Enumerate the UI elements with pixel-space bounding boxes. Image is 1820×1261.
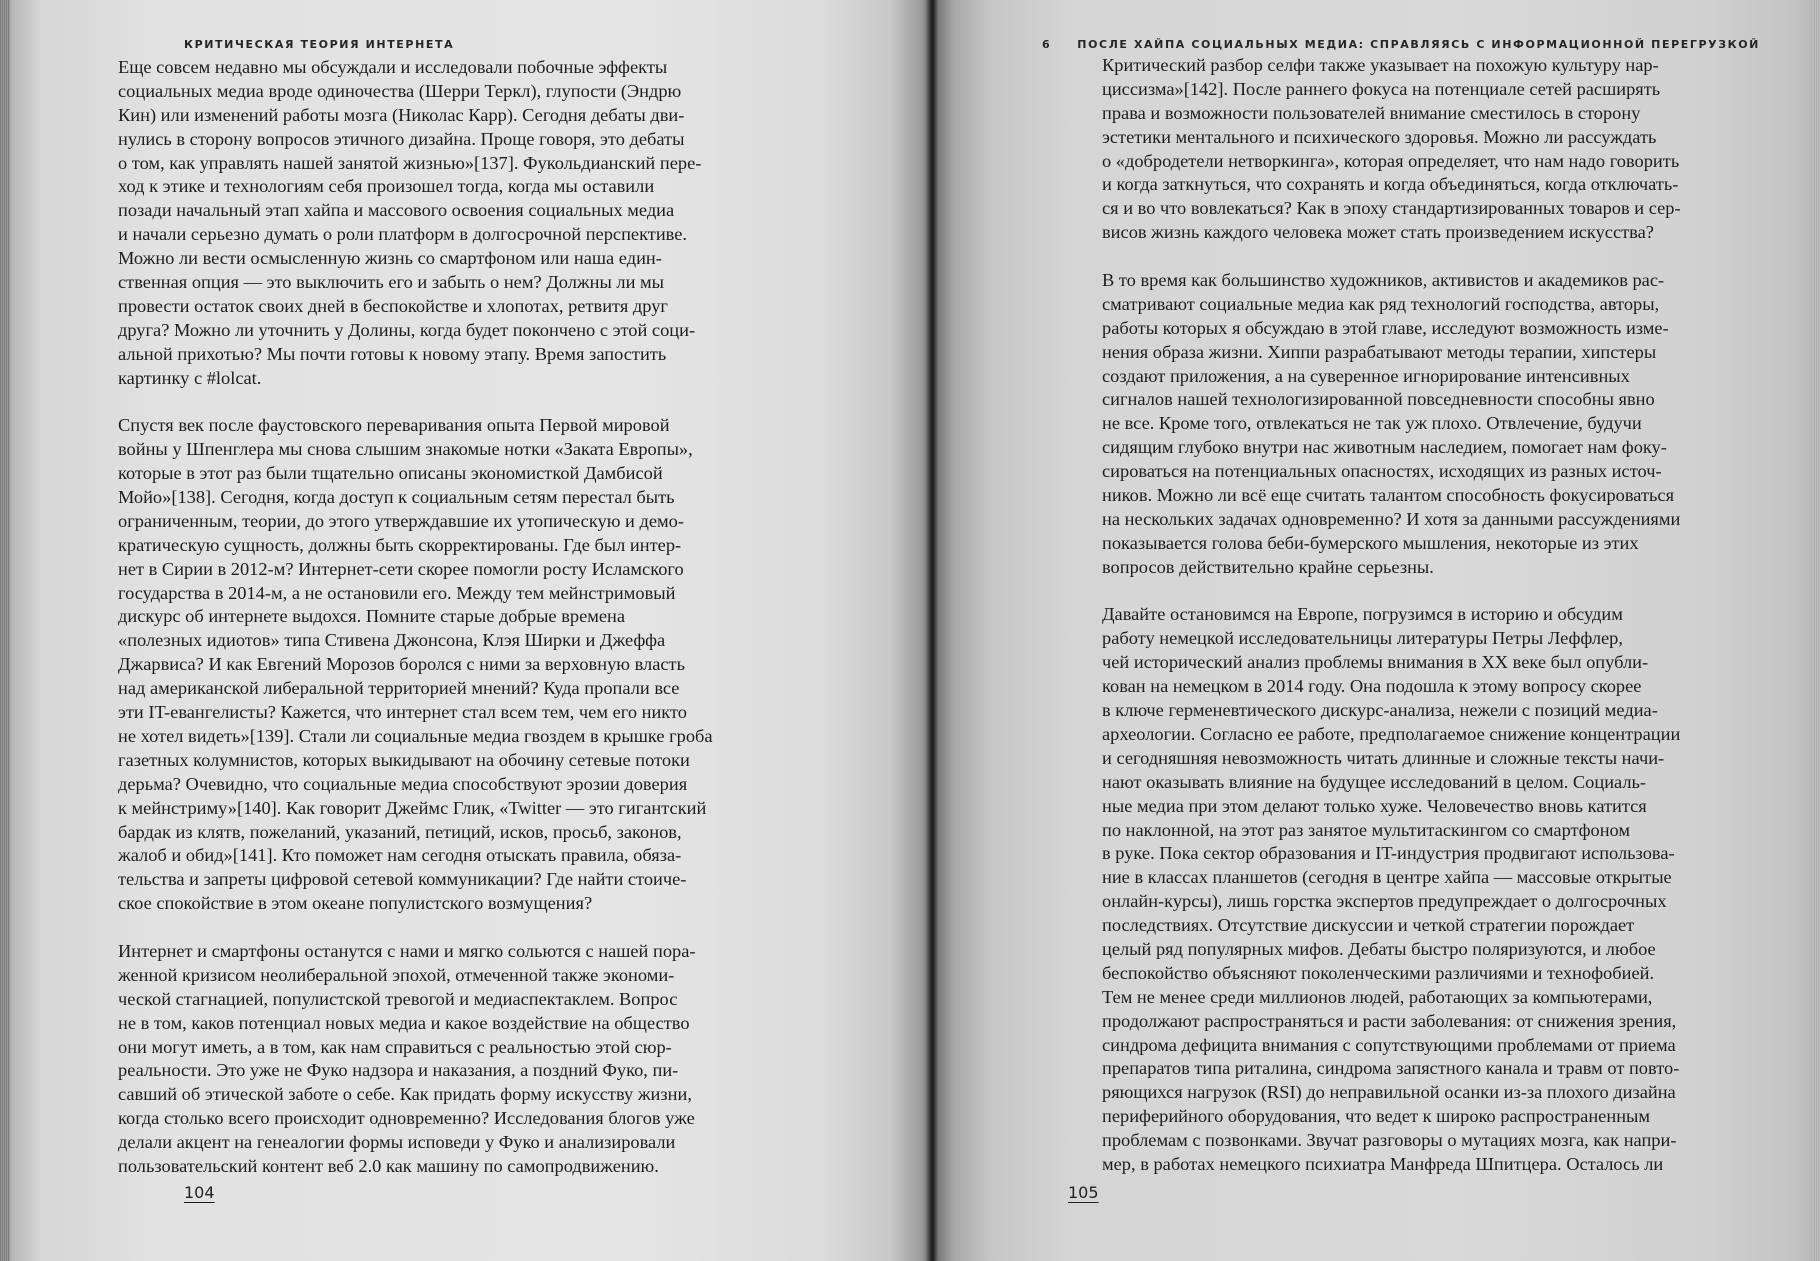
running-head-right <box>1042 38 1760 51</box>
text-line: и начали серьезно думать о роли платформ в долгосрочной перспективе. <box>118 224 687 245</box>
text-line: кован на немецком в 2014 году. Она подошла к этому вопросу скорее <box>1102 676 1642 697</box>
paragraph-break <box>1102 580 1654 604</box>
text-line: продолжают распространяться и расти заболевания: от снижения зрения, <box>1102 1010 1677 1031</box>
text-line: друга? Можно ли уточнить у Долины, когда будет покончено с этой соци- <box>118 319 696 340</box>
text-line: не в том, каков потенциал новых медиа и какое воздействие на общество <box>118 1012 690 1033</box>
text-line: нет в Сирии в 2012-м? Интернет-сети скорее помогли росту Исламского <box>118 558 684 579</box>
text-line: циссизма»[142]. После раннего фокуса на потенциале сетей расширять <box>1102 78 1661 99</box>
paragraph-break <box>118 916 758 940</box>
text-line: не хотел видеть»[139]. Стали ли социальные медиа гвоздем в крышке гроба <box>118 725 713 746</box>
text-line: дерьма? Очевидно, что социальные медиа способствуют эрозии доверия <box>118 773 688 794</box>
spine-gutter <box>926 0 938 1261</box>
text-line: онлайн-курсы), лишь горстка экспертов предупреждает о долгосрочных <box>1102 891 1667 912</box>
text-line: беспокойство объясняют поколенческими различиями и технофобией. <box>1102 962 1655 983</box>
text-line: права и возможности пользователей внимание сместилось в сторону <box>1102 102 1641 123</box>
text-line: Еще совсем недавно мы обсуждали и исследовали побочные эффекты <box>118 57 668 77</box>
page-edges-left <box>0 0 10 1261</box>
text-line: тельства и запреты цифровой сетевой коммуникации? Где найти стоиче- <box>118 869 687 890</box>
text-line: государства в 2014-м, а не остановили его. Между тем мейнстримовый <box>118 582 676 603</box>
text-line: войны у Шпенглера мы снова слышим знакомые нотки «Заката Европы», <box>118 439 693 460</box>
text-line: женной кризисом неолиберальной эпохой, отмеченной также экономи- <box>118 964 675 985</box>
paragraph-break <box>118 390 758 414</box>
text-line: к мейнстриму»[140]. Как говорит Джеймс Глик, «Twitter — это гигантский <box>118 797 707 818</box>
page-number-left: 104 <box>184 1183 215 1202</box>
text-line: ческой стагнацией, популистской тревогой и медиаспектаклем. Вопрос <box>118 988 678 1009</box>
text-line: целый ряд популярных мифов. Дебаты быстро поляризуются, и любое <box>1102 938 1656 959</box>
text-line: делали акцент на генеалогии формы исповеди у Фуко и анализировали <box>118 1132 676 1153</box>
text-line: газетных колумнистов, которых выкидывают на обочину сетевые потоки <box>118 749 690 770</box>
text-line: позади начальный этап хайпа и массового освоения социальных медиа <box>118 200 675 221</box>
text-line: провести остаток своих дней в беспокойстве и хлопотах, ретвитя друг <box>118 295 668 316</box>
text-line: создают приложения, а на суверенное игнорирование интенсивных <box>1102 365 1630 386</box>
running-head-left: КРИТИЧЕСКАЯ ТЕОРИЯ ИНТЕРНЕТА <box>184 38 455 51</box>
running-head-title: ПОСЛЕ ХАЙПА СОЦИАЛЬНЫХ МЕДИА: СПРАВЛЯЯСЬ С ИНФОРМАЦИОННОЙ ПЕРЕГРУЗКОЙ <box>1077 38 1760 51</box>
text-line: Спустя век после фаустовского переваривания опыта Первой мировой <box>118 415 670 436</box>
text-line: ское спокойствие в этом океане популистского возмущения? <box>118 893 593 914</box>
text-line: о том, как управлять нашей занятой жизнью»[137]. Фукольдианский пере- <box>118 152 702 173</box>
text-line: эти IT-евангелисты? Кажется, что интернет стал всем тем, чем его никто <box>118 702 687 723</box>
text-line: чей исторический анализ проблемы внимания в XX веке был опубли- <box>1102 652 1649 673</box>
page-number-right: 105 <box>1068 1183 1099 1202</box>
text-line: пользовательский контент веб 2.0 как машину по самопродвижению. <box>118 1155 659 1176</box>
text-line: показывается голова беби-бумерского мышления, некоторые из этих <box>1102 532 1639 553</box>
text-line: дискурс об интернете выдохся. Помните старые добрые времена <box>118 606 626 627</box>
text-line: ограниченным, теории, до этого утверждавшие их утопическую и демо- <box>118 510 684 531</box>
text-line: нения образа жизни. Хиппи разрабатывают методы терапии, хипстеры <box>1102 341 1657 362</box>
text-line: В то время как большинство художников, активистов и академиков рас- <box>1102 270 1665 291</box>
text-line: нают оказывать влияние на будущее исследований в целом. Социаль- <box>1102 771 1647 792</box>
text-line: нулись в сторону вопросов этичного дизайна. Проще говоря, это дебаты <box>118 128 685 149</box>
text-line: ников. Можно ли всё еще считать талантом способность фокусироваться <box>1102 485 1675 506</box>
text-line: ние в классах планшетов (сегодня в центре хайпа — массовые открытые <box>1102 867 1672 888</box>
text-line: жалоб и обид»[141]. Кто поможет нам сегодня отыскать правила, обяза- <box>118 845 682 866</box>
text-line: археологии. Согласно ее работе, предполагаемое снижение концентрации <box>1102 723 1681 744</box>
text-line: о «добродетели нетворкинга», которая определяет, что нам надо говорить <box>1102 150 1680 171</box>
text-line: Можно ли вести осмысленную жизнь со смартфоном или наша един- <box>118 248 662 269</box>
text-line: на нескольких задачах одновременно? И хотя за данными рассуждениями <box>1102 508 1681 529</box>
left-page-body <box>118 56 758 1179</box>
text-line: ся и во что вовлекаться? Как в эпоху стандартизированных товаров и сер- <box>1102 198 1681 219</box>
text-line: работы которых я обсуждаю в этой главе, исследуют возможность изме- <box>1102 317 1669 338</box>
text-line: последствиях. Отсутствие дискуссии и четкой стратегии порождает <box>1102 915 1635 936</box>
text-line: реальности. Это уже не Фуко надзора и наказания, а поздний Фуко, пи- <box>118 1060 679 1081</box>
text-line: Тем не менее среди миллионов людей, работающих за компьютерами, <box>1102 986 1653 1007</box>
text-line: вопросов действительно крайне серьезны. <box>1102 556 1434 577</box>
page-edges-right <box>1814 0 1820 1261</box>
text-line: в ключе герменевтического дискурс-анализа, нежели с позиций медиа- <box>1102 700 1658 721</box>
text-line: проблемам с позвонками. Звучат разговоры о мутациях мозга, как напри- <box>1102 1130 1677 1151</box>
text-line: работу немецкой исследовательницы литературы Петры Леффлер, <box>1102 628 1623 649</box>
text-line: ряющихся нагрузок (RSI) до неправильной осанки из-за плохого дизайна <box>1102 1082 1676 1103</box>
paragraph-break <box>1102 245 1654 269</box>
text-line: в руке. Пока сектор образования и IT-индустрия продвигают использова- <box>1102 843 1675 864</box>
text-line: над американской либеральной территорией мнений? Куда пропали все <box>118 678 680 699</box>
right-page <box>932 0 1820 1261</box>
text-line: Джарвиса? И как Евгений Морозов боролся с ними за верховную власть <box>118 654 685 675</box>
text-line: кратическую сущность, должны быть скорректированы. Где был интер- <box>118 534 682 555</box>
text-line: висов жизнь каждого человека может стать произведением искусства? <box>1102 222 1654 243</box>
text-line: савший об этической заботе о себе. Как придать форму искусству жизни, <box>118 1084 692 1105</box>
text-line: Кин) или изменений работы мозга (Николас Карр). Сегодня дебаты дви- <box>118 104 685 125</box>
text-line: и сегодняшняя невозможность читать длинные и сложные тексты начи- <box>1102 747 1665 768</box>
chapter-number: 6 <box>1042 38 1052 51</box>
text-line: сигналов нашей технологизированной повседневности способны явно <box>1102 389 1655 410</box>
text-line: ход к этике и технологиям себя произошел тогда, когда мы оставили <box>118 176 655 197</box>
text-line: препаратов типа риталина, синдрома запястного канала и травм от повто- <box>1102 1058 1680 1079</box>
text-line: когда столько всего происходит одновременно? Исследования блогов уже <box>118 1108 695 1129</box>
text-line: бардак из клятв, пожеланий, указаний, петиций, исков, просьб, законов, <box>118 821 682 842</box>
text-line: сироваться на потенциальных опасностях, исходящих из разных источ- <box>1102 461 1662 482</box>
text-line: социальных медиа вроде одиночества (Шерри Теркл), глупости (Эндрю <box>118 80 682 101</box>
text-line: Мойо»[138]. Сегодня, когда доступ к социальным сетям перестал быть <box>118 487 675 508</box>
text-line: сидящим глубоко внутри нас животным наследием, помогает нам фоку- <box>1102 437 1667 458</box>
text-line: периферийного оборудования, что ведет к широко распространенным <box>1102 1106 1651 1127</box>
text-line: альной прихотью? Мы почти готовы к новому этапу. Время запостить <box>118 343 667 364</box>
text-line: по наклонной, на этот раз занятое мультитаскингом со смартфоном <box>1102 819 1631 840</box>
text-line: синдрома дефицита внимания с сопутствующими проблемами от приема <box>1102 1034 1676 1055</box>
text-line: ственная опция — это выключить его и забыть о нем? Должны ли мы <box>118 272 665 293</box>
text-line: которые в этот раз были тщательно описаны экономисткой Дамбисой <box>118 463 663 484</box>
text-line: Критический разбор селфи также указывает на похожую культуру нар- <box>1102 55 1659 75</box>
text-line: ные медиа при этом делают только хуже. Человечество вновь катится <box>1102 795 1647 816</box>
text-line: «полезных идиотов» типа Стивена Джонсона, Клэя Ширки и Джеффа <box>118 630 666 651</box>
text-line: сматривают социальные медиа как ряд технологий господства, авторы, <box>1102 293 1660 314</box>
text-line: и когда заткнуться, что сохранять и когда объединяться, когда отключать- <box>1102 174 1679 195</box>
text-line: картинку с #lolcat. <box>118 367 262 388</box>
text-line: эстетики ментального и психического здоровья. Можно ли рассуждать <box>1102 126 1657 147</box>
text-line: мер, в работах немецкого психиатра Манфреда Шпитцера. Осталось ли <box>1102 1153 1664 1174</box>
text-line: Давайте остановимся на Европе, погрузимся в историю и обсудим <box>1102 604 1623 625</box>
text-line: Интернет и смартфоны останутся с нами и мягко сольются с нашей пора- <box>118 940 696 961</box>
text-line: не все. Кроме того, отвлекаться не так уж плохо. Отвлечение, будучи <box>1102 413 1642 434</box>
text-line: они могут иметь, а в том, как нам справиться с реальностью этой сюр- <box>118 1036 672 1057</box>
right-page-body <box>1102 54 1681 1177</box>
